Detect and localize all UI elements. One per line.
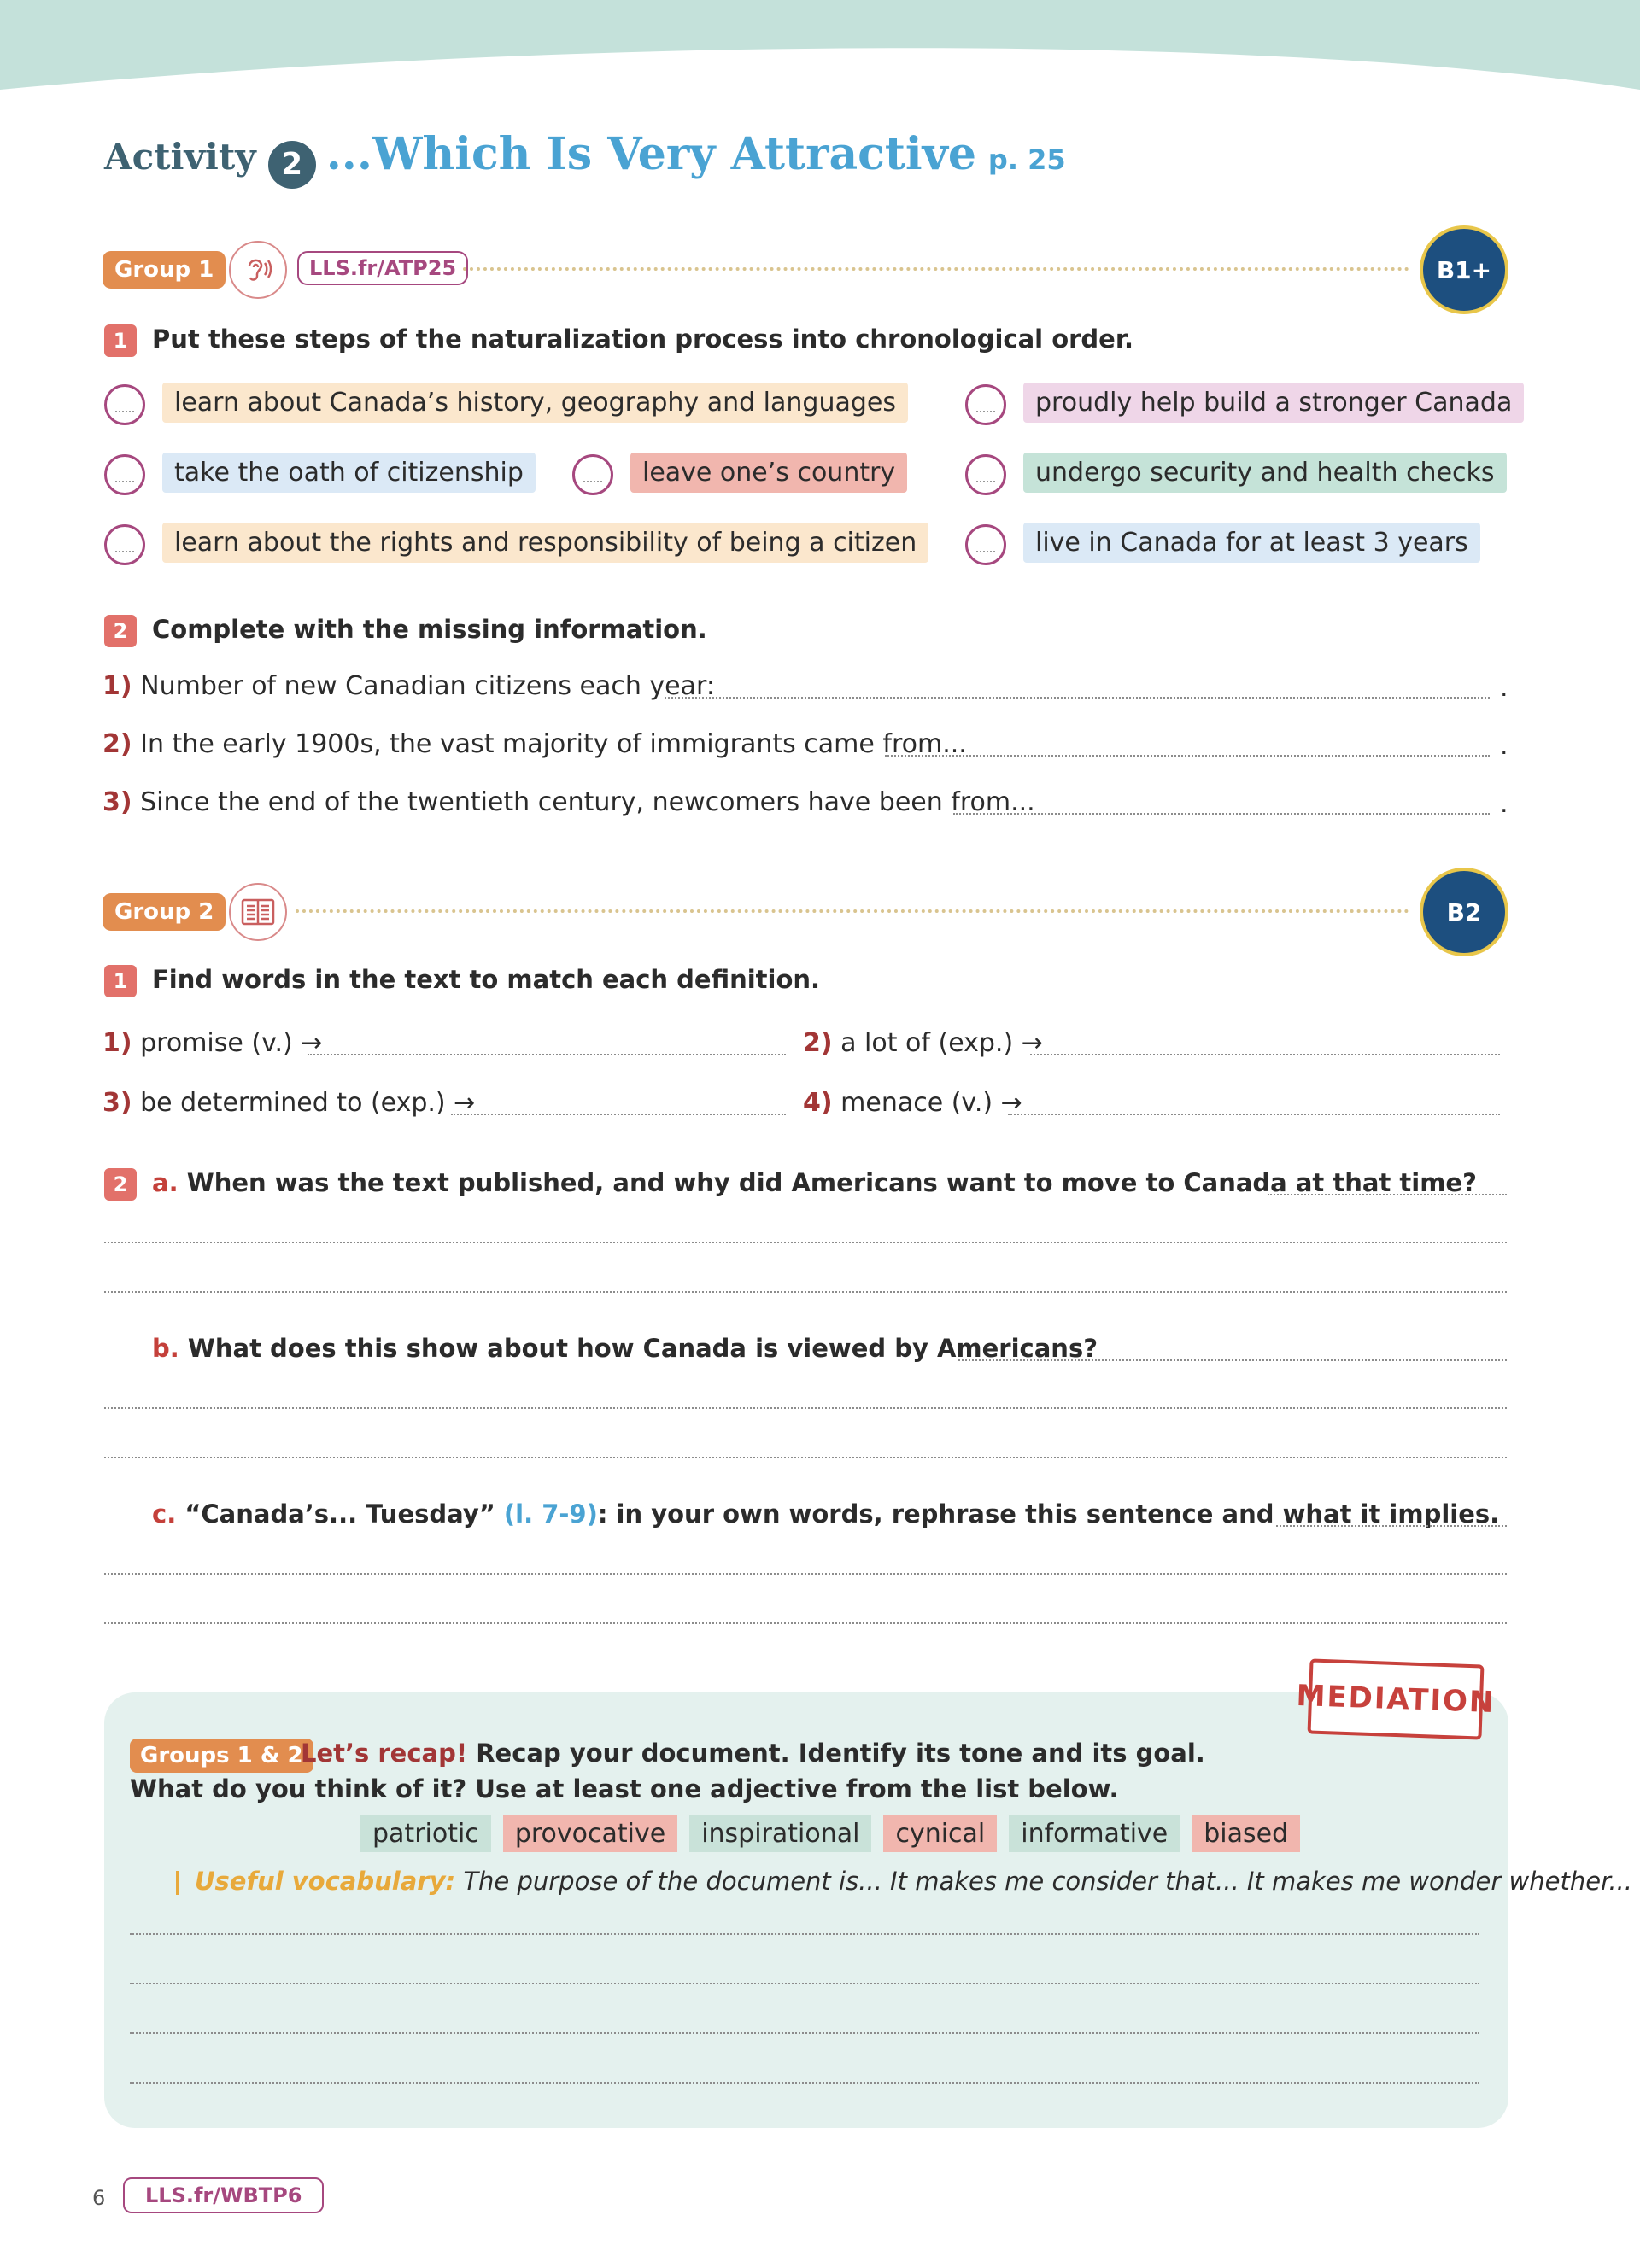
adjective-tag: biased: [1192, 1815, 1300, 1852]
audio-link[interactable]: LLS.fr/ATP25: [297, 251, 468, 285]
open-book-icon: [229, 883, 287, 941]
line-reference: (l. 7-9): [503, 1499, 598, 1529]
page-number: 6: [92, 2186, 106, 2210]
answer-line[interactable]: [104, 1457, 1507, 1458]
recap-line-2: What do you think of it? Use at least one adjective from the list below.: [130, 1774, 1119, 1803]
item-text: menace (v.) →: [840, 1088, 1022, 1118]
order-input-circle[interactable]: [965, 384, 1006, 425]
answer-line[interactable]: [451, 1114, 786, 1115]
order-input-circle[interactable]: [572, 454, 613, 495]
adjective-tag: inspirational: [689, 1815, 871, 1852]
mediation-stamp: MEDIATION: [1308, 1658, 1485, 1739]
answer-line[interactable]: [958, 1359, 1507, 1361]
level-label: B1+: [1436, 255, 1492, 284]
activity-heading: ...Which Is Very Attractive: [325, 128, 976, 180]
group2-badge: Group 2: [102, 893, 226, 931]
vocab-label: Useful vocabulary:: [195, 1867, 456, 1896]
answer-line[interactable]: [104, 1573, 1507, 1575]
subquestion-letter: b.: [152, 1334, 179, 1363]
question-number: 1: [104, 324, 137, 357]
question-number: 2: [104, 1168, 137, 1201]
item-text: In the early 1900s, the vast majority of immigrants came from...: [140, 729, 967, 759]
subquestion-quote: “Canada’s... Tuesday”: [184, 1499, 495, 1529]
group1-badge: Group 1: [102, 251, 226, 289]
order-input-circle[interactable]: [965, 454, 1006, 495]
subquestion-letter: c.: [152, 1499, 177, 1529]
order-input-circle[interactable]: [965, 524, 1006, 565]
subquestion-text: What does this show about how Canada is viewed by Americans?: [187, 1334, 1098, 1363]
question-number: 1: [104, 965, 137, 997]
item-number: 4): [803, 1088, 833, 1118]
question-number: 2: [104, 615, 137, 647]
adjective-tag: informative: [1009, 1815, 1180, 1852]
question-b: [152, 1334, 1098, 1363]
answer-line[interactable]: [1008, 1114, 1500, 1115]
answer-line[interactable]: [104, 1622, 1507, 1624]
item-number: 3): [102, 1088, 132, 1118]
step-label: leave one’s country: [630, 453, 907, 493]
recap-lead: Let’s recap!: [301, 1739, 468, 1768]
subquestion-letter: a.: [152, 1168, 179, 1197]
answer-line[interactable]: [885, 755, 1490, 757]
answer-line[interactable]: [104, 1407, 1507, 1409]
item-number: 1): [102, 671, 132, 701]
answer-line[interactable]: [953, 813, 1490, 815]
question-instruction: Complete with the missing information.: [152, 615, 707, 644]
item-text: be determined to (exp.) →: [140, 1088, 476, 1118]
definition-item: [803, 1088, 1022, 1118]
answer-line[interactable]: [104, 1242, 1507, 1243]
answer-line[interactable]: [308, 1054, 786, 1055]
header-wave: [0, 0, 1640, 94]
subquestion-text: When was the text published, and why did Americans want to move to Canada at that time?: [186, 1168, 1477, 1197]
item-text: Number of new Canadian citizens each year:: [140, 671, 715, 701]
activity-label: Activity: [104, 136, 256, 178]
vocab-text: The purpose of the document is... It makes me consider that... It makes me wonder whether...: [463, 1867, 1632, 1896]
fill-in-item: [102, 729, 967, 759]
page-reference: p. 25: [987, 143, 1066, 176]
step-label: live in Canada for at least 3 years: [1023, 523, 1480, 563]
fill-in-item: [102, 671, 715, 701]
activity-number: 2: [268, 141, 316, 189]
answer-line[interactable]: [130, 1983, 1479, 1984]
dotted-divider: [463, 267, 1409, 271]
vocab-marker: [176, 1871, 179, 1895]
level-label: B2: [1446, 897, 1482, 926]
end-period: .: [1500, 731, 1508, 761]
item-number: 2): [803, 1028, 833, 1058]
subquestion-text: : in your own words, rephrase this sentence and what it implies.: [597, 1499, 1500, 1529]
end-period: .: [1500, 789, 1508, 819]
level-badge-b1plus: [1420, 225, 1508, 314]
item-text: Since the end of the twentieth century, newcomers have been from...: [140, 787, 1035, 817]
answer-line[interactable]: [1268, 1194, 1507, 1195]
level-badge-b2: [1420, 868, 1508, 956]
fill-in-item: [102, 787, 1035, 817]
item-text: promise (v.) →: [140, 1028, 323, 1058]
answer-line[interactable]: [1030, 1054, 1500, 1055]
question-instruction: Find words in the text to match each definition.: [152, 965, 821, 994]
item-text: a lot of (exp.) →: [840, 1028, 1043, 1058]
step-label: undergo security and health checks: [1023, 453, 1507, 493]
definition-item: [102, 1028, 322, 1058]
answer-line[interactable]: [104, 1291, 1507, 1293]
recap-instruction: Recap your document. Identify its tone and its goal.: [476, 1739, 1205, 1768]
step-label: learn about the rights and responsibility of being a citizen: [162, 523, 928, 563]
adjective-tag: provocative: [503, 1815, 677, 1852]
answer-line[interactable]: [130, 1933, 1479, 1935]
footer-link[interactable]: LLS.fr/WBTP6: [123, 2177, 324, 2213]
order-input-circle[interactable]: [104, 384, 145, 425]
activity-title: [104, 128, 1066, 188]
answer-line[interactable]: [665, 697, 1490, 699]
item-number: 2): [102, 729, 132, 759]
adjective-tag: cynical: [883, 1815, 997, 1852]
order-input-circle[interactable]: [104, 524, 145, 565]
step-label: take the oath of citizenship: [162, 453, 536, 493]
item-number: 3): [102, 787, 132, 817]
end-period: .: [1500, 673, 1508, 703]
item-number: 1): [102, 1028, 132, 1058]
recap-line-1: [301, 1739, 1205, 1768]
adjective-list: [360, 1815, 1300, 1852]
definition-item: [803, 1028, 1043, 1058]
step-label: learn about Canada’s history, geography and languages: [162, 383, 908, 423]
adjective-tag: patriotic: [360, 1815, 491, 1852]
question-c: [152, 1499, 1499, 1529]
groups-badge: Groups 1 & 2: [130, 1739, 313, 1773]
question-instruction: Put these steps of the naturalization process into chronological order.: [152, 324, 1134, 354]
answer-line[interactable]: [1276, 1525, 1507, 1527]
definition-item: [102, 1088, 475, 1118]
question-a: [152, 1168, 1477, 1197]
answer-line[interactable]: [130, 2032, 1479, 2034]
dotted-divider: [296, 909, 1409, 913]
ear-sound-icon[interactable]: [229, 241, 287, 299]
answer-line[interactable]: [130, 2082, 1479, 2084]
step-label: proudly help build a stronger Canada: [1023, 383, 1524, 423]
order-input-circle[interactable]: [104, 454, 145, 495]
useful-vocabulary: [176, 1867, 1632, 1896]
